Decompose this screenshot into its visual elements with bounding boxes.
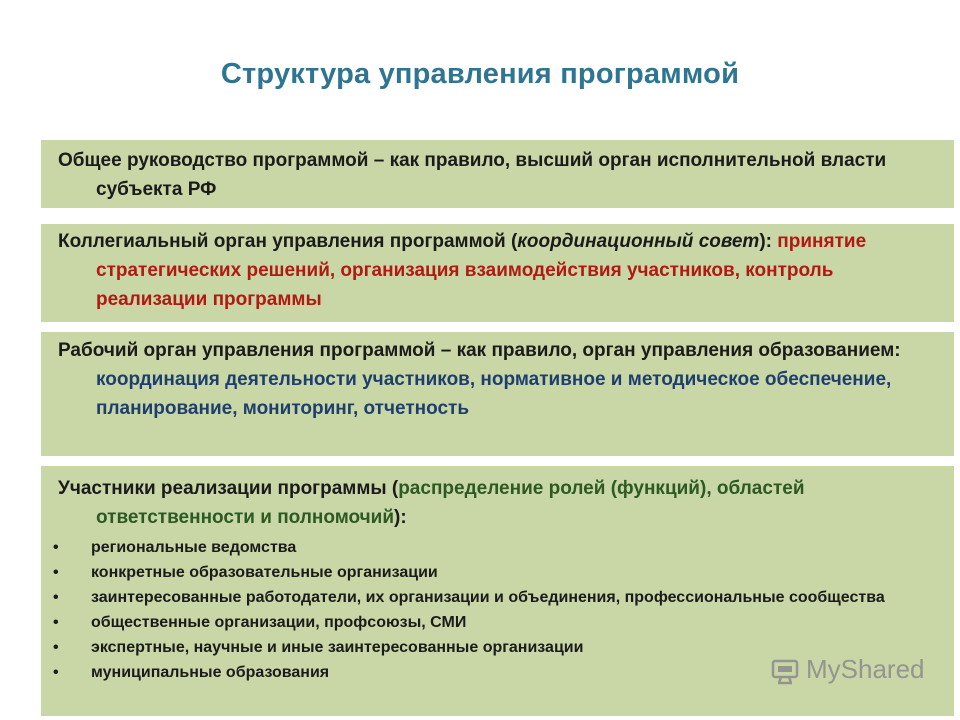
list-item: • общественные организации, профсоюзы, СМИ bbox=[53, 610, 936, 635]
list-item: • экспертные, научные и иные заинтересованные организации bbox=[53, 635, 936, 660]
list-item: • региональные ведомства bbox=[53, 535, 936, 560]
general-leadership-box bbox=[41, 140, 954, 208]
working-body-lead: Рабочий орган управления программой – как правило, орган управления образованием: bbox=[58, 340, 901, 361]
collegial-body-box bbox=[41, 224, 954, 322]
working-body-functions: координация деятельности участников, нормативное и методическое обеспечение, планирование, мониторинг, отчетность bbox=[96, 369, 892, 419]
general-leadership-text: Общее руководство программой – как правило, высший орган исполнительной власти субъекта РФ bbox=[58, 150, 887, 200]
slide-title: Структура управления программой bbox=[220, 58, 740, 90]
participants-heading bbox=[58, 474, 936, 532]
myshared-watermark bbox=[770, 654, 925, 685]
participants-tail: ): bbox=[394, 507, 407, 528]
list-item: • заинтересованные работодатели, их организации и объединения, профессиональные сообщества bbox=[53, 585, 936, 610]
collegial-body-lead: Коллегиальный орган управления программой ( bbox=[58, 231, 518, 252]
myshared-logo-icon bbox=[770, 655, 800, 685]
watermark-text: MyShared bbox=[806, 654, 925, 684]
working-body-box bbox=[41, 332, 954, 456]
list-item: • муниципальные образования bbox=[53, 660, 936, 685]
participants-lead: Участники реализации программы ( bbox=[58, 478, 399, 499]
working-body-text bbox=[58, 336, 936, 423]
collegial-body-italic: координационный совет bbox=[517, 231, 760, 252]
list-item: • конкретные образовательные организации bbox=[53, 560, 936, 585]
participants-roles: распределение ролей (функций), областей ответственности и полномочий bbox=[96, 478, 805, 528]
collegial-body-text bbox=[58, 227, 936, 314]
collegial-body-functions: принятие стратегических решений, организация взаимодействия участников, контроль реализации программы bbox=[96, 231, 867, 310]
collegial-body-mid: ): bbox=[759, 231, 778, 252]
